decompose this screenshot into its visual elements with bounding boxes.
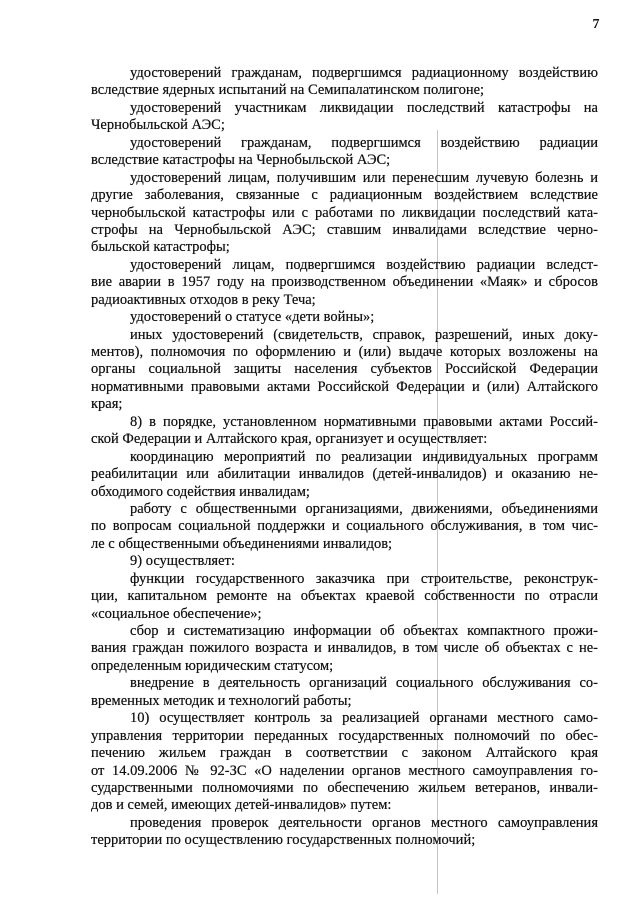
rehabilitation-coordination-item	[91, 449, 598, 501]
text-line: ции, капитальном ремонте на объектах краевой собственности по отрасли	[91, 588, 598, 605]
text-line: удостоверений гражданам, подвергшимся воздействию радиации	[130, 134, 598, 151]
text-line: радиоактивных отходов в реку Теча;	[91, 291, 316, 308]
text-line: печению жильем граждан в соответствии с законом Алтайского края	[91, 745, 598, 762]
text-line: удостоверений участникам ликвидации последствий катастрофы на	[130, 99, 598, 116]
text-line: внедрение в деятельность организаций социального обслуживания со-	[130, 675, 598, 692]
public-organizations-work-item	[91, 501, 598, 553]
inspections-item	[91, 815, 598, 850]
text-line: вие аварии в 1957 году на производственном объединении «Маяк» и сбросов	[91, 274, 598, 291]
text-line: вания граждан пожилого возраста и инвалидов, в том числе об объектах с не-	[91, 640, 598, 657]
text-line: 9) осуществляет:	[130, 553, 235, 570]
text-line: удостоверений о статусе «дети войны»;	[130, 309, 375, 326]
text-line: вследствие катастрофы на Чернобыльской АЭС;	[91, 152, 391, 169]
text-line: работу с общественными организациями, движениями, объединениями	[130, 500, 598, 517]
text-line: ской Федерации и Алтайского края, организует и осуществляет:	[91, 431, 488, 448]
text-line: удостоверений лицам, подвергшимся воздействию радиации вследст-	[130, 256, 598, 273]
state-customer-functions-item	[91, 571, 598, 623]
text-line: Чернобыльской АЭС;	[91, 117, 225, 134]
text-line: удостоверений лицам, получившим или перенесшим лучевую болезнь и	[130, 169, 598, 186]
text-line: проведения проверок деятельности органов местного самоуправления	[130, 814, 598, 831]
text-line: 8) в порядке, установленном нормативными правовыми актами Россий-	[130, 413, 598, 430]
text-line: определенным юридическим статусом;	[91, 657, 334, 674]
text-line: органы социальной защиты населения субъектов Российской Федерации	[91, 361, 598, 378]
social-service-methods-item	[91, 675, 598, 710]
text-line: управления территории переданных государственных полномочий по обес-	[91, 727, 598, 744]
text-line: координацию мероприятий по реализации индивидуальных программ	[130, 448, 598, 465]
text-line: ле с общественными объединениями инвалидов;	[91, 535, 393, 552]
text-line: другие заболевания, связанные с радиационным воздействием вследствие	[91, 187, 598, 204]
other-certificates-item	[91, 327, 598, 414]
children-of-war-certificates-item	[91, 309, 598, 326]
text-line: удостоверений гражданам, подвергшимся радиационному воздействию	[130, 65, 598, 81]
chernobyl-illness-certificates-item	[91, 170, 598, 257]
text-line: дов и семей, имеющих детей-инвалидов» путем:	[91, 797, 392, 814]
chernobyl-liquidators-certificates-item	[91, 100, 598, 135]
text-line: от 14.09.2006 № 92-ЗС «О наделении органов местного самоуправления го-	[91, 762, 598, 779]
clause-9-heading	[91, 553, 598, 570]
text-line: функции государственного заказчика при строительстве, реконструк-	[130, 570, 598, 587]
text-line: сударственными полномочиями по обеспечению жильем ветеранов, инвали-	[91, 779, 598, 796]
text-line: территории по осуществлению государственных полномочий;	[91, 832, 476, 849]
text-line: иных удостоверений (свидетельств, справок, разрешений, иных доку-	[130, 326, 598, 343]
mayak-accident-certificates-item	[91, 257, 598, 309]
clause-8-heading	[91, 414, 598, 449]
semipalatinsk-certificates-item	[91, 65, 598, 100]
page-number: 7	[592, 17, 600, 32]
compact-residence-info-item	[91, 623, 598, 675]
text-line: сбор и систематизацию информации об объектах компактного прожи-	[130, 623, 598, 639]
text-line: по вопросам социальной поддержки и социального обслуживания, в том чис-	[91, 518, 598, 535]
document-body	[91, 65, 598, 850]
text-line: временных методик и технологий работы;	[91, 692, 352, 709]
text-line: ментов), полномочия по оформлению и (или) выдаче которых возложены на	[91, 344, 598, 360]
text-line: нормативными правовыми актами Российской Федерации и (или) Алтайского	[91, 378, 598, 395]
text-line: чернобыльской катастрофы или с работами по ликвидации последствий ката-	[91, 204, 598, 221]
text-line: 10) осуществляет контроль за реализацией органами местного само-	[130, 710, 598, 727]
text-line: края;	[91, 396, 123, 413]
text-line: быльской катастрофы;	[91, 239, 230, 256]
text-line: вследствие ядерных испытаний на Семипалатинском полигоне;	[91, 82, 485, 99]
text-line: реабилитации или абилитации инвалидов (детей-инвалидов) и оказанию не-	[91, 466, 598, 483]
text-line: строфы на Чернобыльской АЭС; ставшим инвалидами вследствие черно-	[91, 221, 598, 238]
text-line: «социальное обеспечение»;	[91, 605, 262, 622]
text-line: обходимого содействия инвалидам;	[91, 483, 310, 500]
chernobyl-radiation-certificates-item	[91, 135, 598, 170]
clause-10-heading	[91, 710, 598, 815]
